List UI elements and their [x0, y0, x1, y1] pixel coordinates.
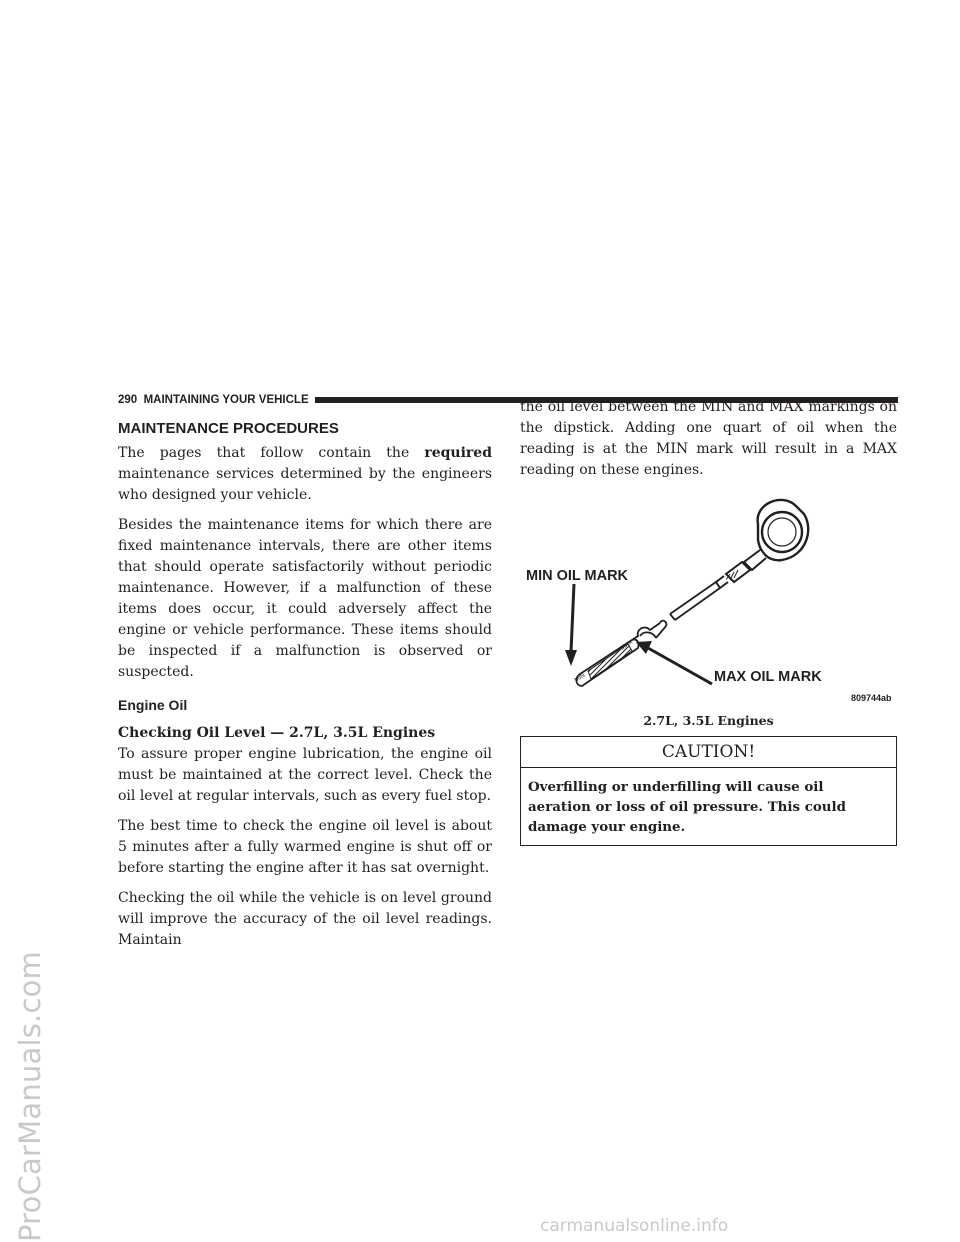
figure-code: 809744ab: [851, 693, 892, 703]
malfunction-paragraph: Besides the maintenance items for which there are fixed maintenance intervals, there are other items that should operate satisfactorily without periodic maintenance. However, if a malfunction of these items does occur, it could adversely affect the engine or vehicle performance. These items should be inspected if a malfunction is observed or suspected.: [118, 517, 492, 680]
min-mark-arrow: [565, 584, 577, 666]
engine-oil-heading: Engine Oil: [118, 697, 188, 713]
figure-caption: 2.7L, 3.5L Engines: [643, 713, 774, 728]
lubrication-paragraph: To assure proper engine lubrication, the engine oil must be maintained at the correct level. Check the oil level at regular intervals, such as every fuel stop.: [118, 746, 492, 804]
chapter-title: MAINTAINING YOUR VEHICLE: [143, 394, 309, 406]
max-mark-arrow: [636, 641, 712, 684]
left-column: [118, 443, 492, 960]
dipstick-lower-shaft: [632, 623, 666, 640]
dipstick-illustration: [520, 490, 897, 710]
right-column: [520, 397, 897, 846]
level-ground-paragraph: Checking the oil while the vehicle is on level ground will improve the accuracy of the oil level readings. Maintain: [118, 890, 492, 948]
intro-text-start: The pages that follow contain the: [118, 445, 425, 461]
watermark-carmanualsonline: carmanualsonline.info: [540, 1216, 729, 1236]
caution-title: CAUTION!: [521, 737, 896, 768]
checking-oil-level-heading: Checking Oil Level — 2.7L, 3.5L Engines: [118, 725, 436, 741]
dipstick-figure: [520, 490, 897, 710]
watermark-procarmanuals: ProCarManuals.com: [13, 951, 47, 1242]
intro-text-end: maintenance services determined by the engineers who designed your vehicle.: [118, 466, 492, 503]
max-oil-mark-label: MAX OIL MARK: [714, 669, 822, 685]
intro-paragraph: [118, 443, 492, 506]
caution-box: [520, 736, 897, 846]
dipstick-handle: [716, 500, 808, 588]
caution-body: Overfilling or underfilling will cause oil aeration or loss of oil pressure. This could damage your engine.: [528, 779, 846, 835]
page-number: 290: [118, 394, 138, 406]
best-time-paragraph: The best time to check the engine oil level is about 5 minutes after a fully warmed engine is shut off or before starting the engine after it has sat overnight.: [118, 818, 492, 876]
page-header-text: [118, 394, 309, 406]
min-oil-mark-label: MIN OIL MARK: [526, 568, 629, 584]
stick-min-text: MIN: [573, 672, 587, 684]
oil-level-paragraph: the oil level between the MIN and MAX markings on the dipstick. Adding one quart of oil when the reading is at the MIN mark will result in a MAX reading on these engines.: [520, 399, 897, 478]
section-title: MAINTENANCE PROCEDURES: [118, 420, 339, 437]
stick-max-text: MAX: [619, 639, 635, 652]
intro-required-word: required: [424, 445, 492, 461]
dipstick-upper-shaft: [670, 582, 720, 620]
